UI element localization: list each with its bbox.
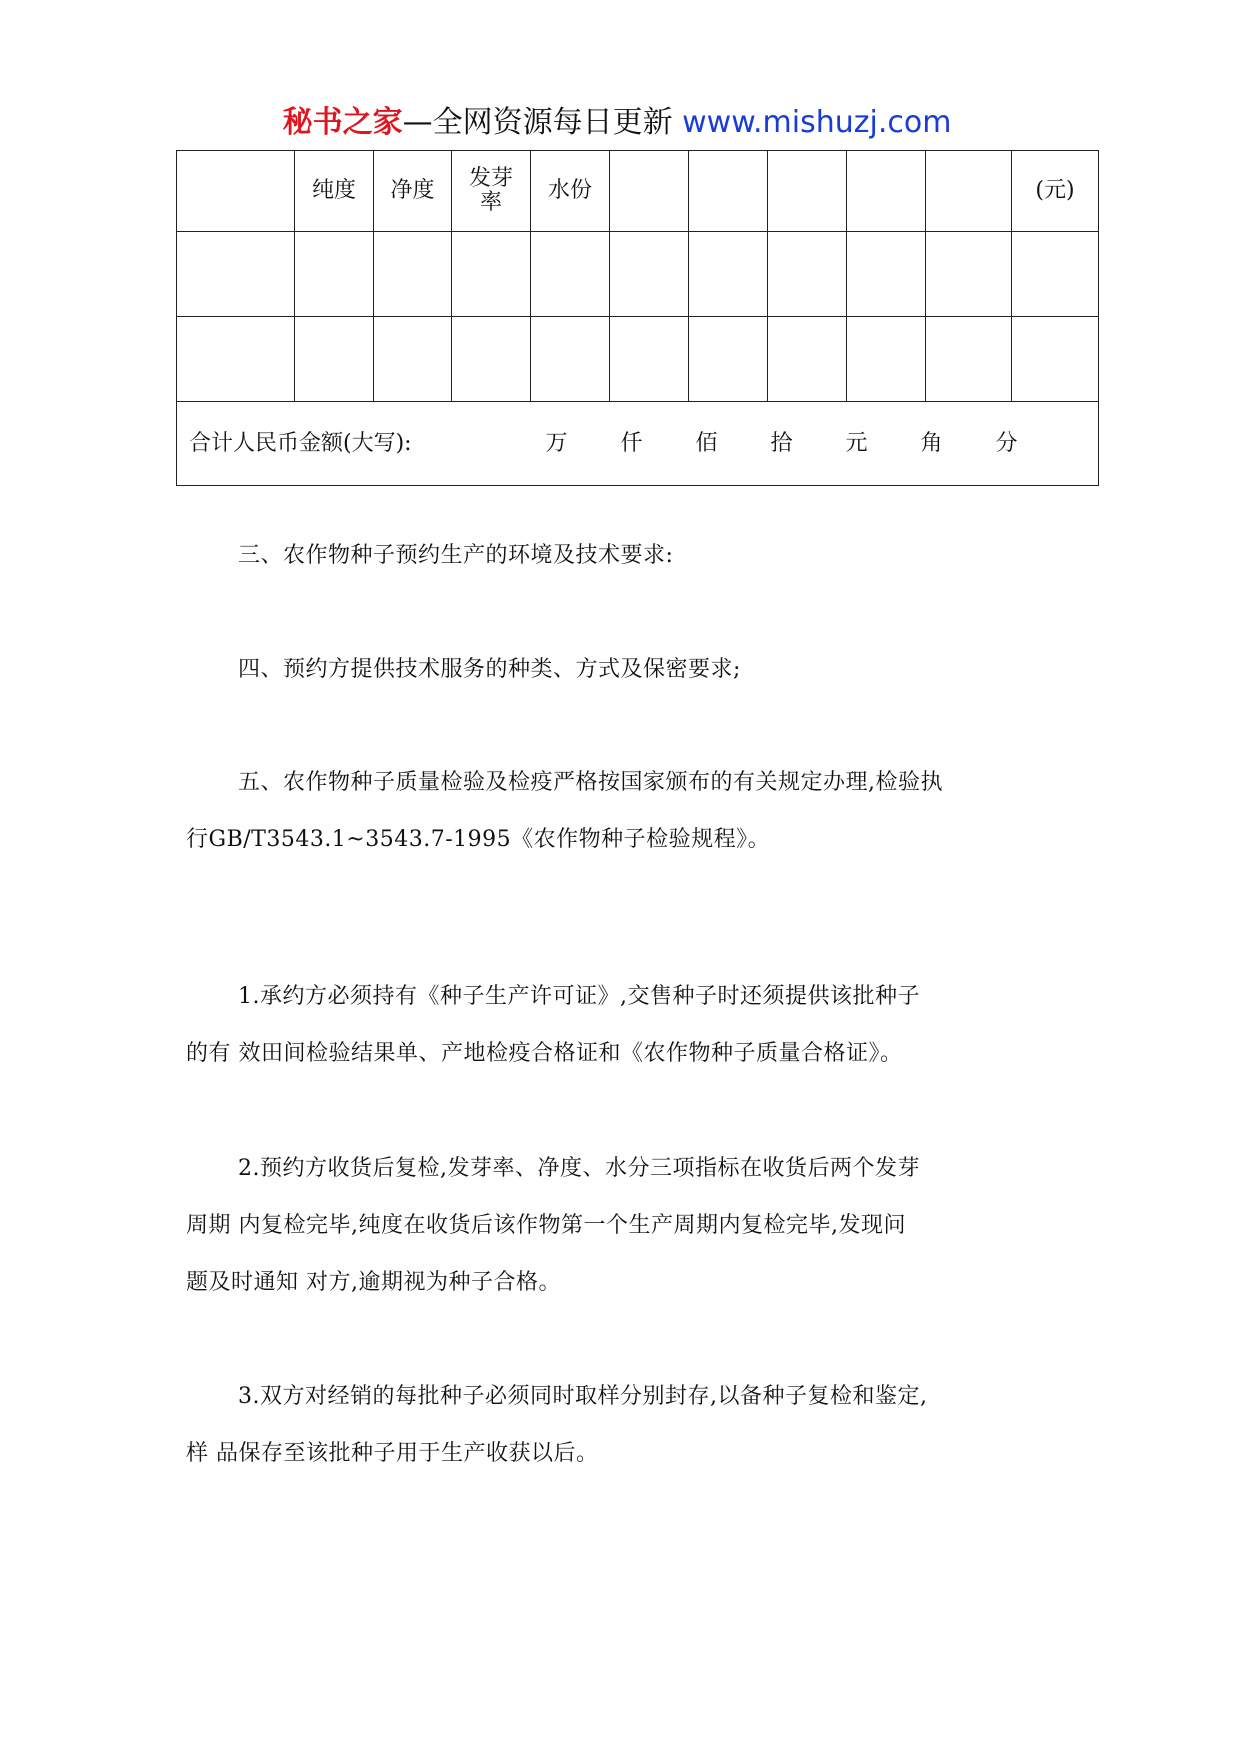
section-three-text: 三、农作物种子预约生产的环境及技术要求: bbox=[238, 543, 674, 568]
table-cell bbox=[374, 232, 452, 317]
total-amount-label: 合计人民币金额(大写): bbox=[189, 430, 412, 456]
item-one bbox=[186, 968, 1066, 1082]
col-germination-label: 发芽 率 bbox=[468, 166, 513, 215]
col-moisture: 水份 bbox=[531, 151, 610, 232]
section-five bbox=[186, 754, 1066, 868]
item-three bbox=[186, 1368, 1066, 1482]
table-cell bbox=[177, 317, 295, 402]
item-two-line: 周期 内复检完毕,纯度在收货后该作物第一个生产周期内复检完毕,发现问 bbox=[186, 1213, 906, 1238]
table-cell bbox=[926, 317, 1012, 402]
table-cell bbox=[926, 232, 1012, 317]
item-two-line: 题及时通知 对方,逾期视为种子合格。 bbox=[186, 1270, 561, 1295]
table-cell bbox=[610, 317, 689, 402]
table-cell bbox=[1012, 232, 1099, 317]
table-cell bbox=[452, 232, 531, 317]
item-two bbox=[186, 1140, 1066, 1311]
total-amount-row bbox=[177, 402, 1099, 486]
unit-shi: 拾 bbox=[770, 430, 793, 456]
table-cell bbox=[295, 317, 374, 402]
col-purity: 纯度 bbox=[295, 151, 374, 232]
table-cell bbox=[1012, 317, 1099, 402]
unit-bai: 佰 bbox=[695, 430, 718, 456]
brand-name: 秘书之家 bbox=[282, 105, 403, 140]
table-cell bbox=[768, 232, 847, 317]
unit-fen: 分 bbox=[995, 430, 1018, 456]
table-cell bbox=[452, 317, 531, 402]
section-three bbox=[186, 527, 1066, 584]
section-five-line: 行GB/T3543.1~3543.7-1995《农作物种子检验规程》。 bbox=[186, 827, 771, 852]
section-five-line: 五、农作物种子质量检验及检疫严格按国家颁布的有关规定办理,检验执 bbox=[238, 770, 943, 795]
unit-wan: 万 bbox=[545, 430, 568, 456]
col-germination bbox=[452, 151, 531, 232]
col-cleanliness: 净度 bbox=[374, 151, 452, 232]
item-three-line: 3.双方对经销的每批种子必须同时取样分别封存,以备种子复检和鉴定, bbox=[238, 1384, 928, 1409]
unit-qian: 仟 bbox=[620, 430, 643, 456]
section-four bbox=[186, 641, 1066, 698]
table-cell bbox=[689, 151, 768, 232]
table-cell bbox=[610, 232, 689, 317]
table-row bbox=[177, 232, 1099, 317]
table-cell bbox=[610, 151, 689, 232]
table-cell bbox=[295, 232, 374, 317]
total-amount-cell bbox=[177, 402, 1099, 486]
table-cell bbox=[531, 317, 610, 402]
table-cell bbox=[847, 317, 926, 402]
amount-units bbox=[519, 431, 1044, 456]
table-cell bbox=[374, 317, 452, 402]
table-cell bbox=[177, 151, 295, 232]
table-cell bbox=[531, 232, 610, 317]
item-one-line: 的有 效田间检验结果单、产地检疫合格证和《农作物种子质量合格证》。 bbox=[186, 1041, 903, 1066]
col-amount-yuan: (元) bbox=[1012, 151, 1099, 232]
table-cell bbox=[847, 232, 926, 317]
unit-jiao: 角 bbox=[920, 430, 943, 456]
table-cell bbox=[177, 232, 295, 317]
item-one-line: 1.承约方必须持有《种子生产许可证》,交售种子时还须提供该批种子 bbox=[238, 984, 920, 1009]
table-header-row bbox=[177, 151, 1099, 232]
table-cell bbox=[847, 151, 926, 232]
section-four-text: 四、预约方提供技术服务的种类、方式及保密要求; bbox=[238, 657, 741, 682]
table-cell bbox=[768, 151, 847, 232]
unit-yuan: 元 bbox=[845, 430, 868, 456]
site-header bbox=[0, 103, 1234, 143]
table-row bbox=[177, 317, 1099, 402]
table-cell bbox=[689, 317, 768, 402]
table-cell bbox=[768, 317, 847, 402]
site-slogan: —全网资源每日更新 bbox=[402, 105, 683, 140]
seed-quality-table bbox=[176, 150, 1099, 486]
item-two-line: 2.预约方收货后复检,发芽率、净度、水分三项指标在收货后两个发芽 bbox=[238, 1156, 920, 1181]
item-three-line: 样 品保存至该批种子用于生产收获以后。 bbox=[186, 1441, 599, 1466]
table-cell bbox=[926, 151, 1012, 232]
site-url[interactable]: www.mishuzj.com bbox=[682, 105, 952, 140]
table-cell bbox=[689, 232, 768, 317]
